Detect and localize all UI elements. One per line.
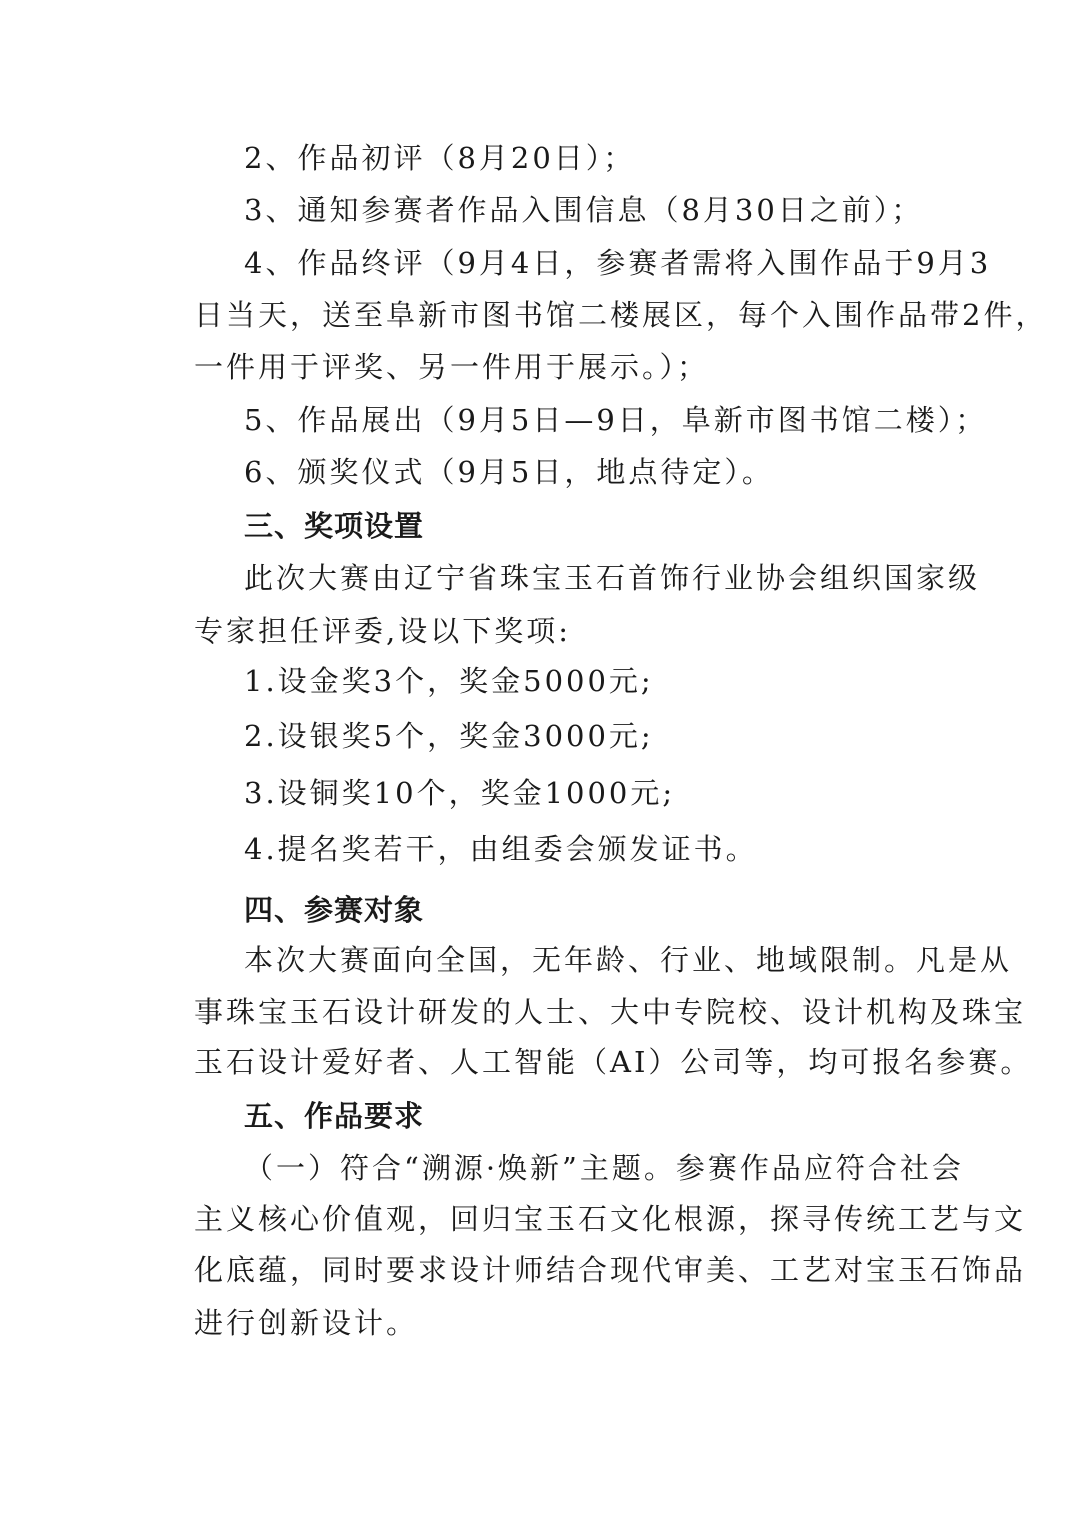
section-5-para-1-line-2: 主义核心价值观，回归宝玉石文化根源，探寻传统工艺与文 <box>194 1202 1027 1236</box>
section-4-heading: 四、参赛对象 <box>244 893 425 927</box>
schedule-item-3: 3、通知参赛者作品入围信息（8月30日之前）； <box>244 193 924 227</box>
section-5-para-1-line-1: （一）符合“溯源·焕新”主题。参赛作品应符合社会 <box>244 1151 964 1185</box>
award-bronze: 3.设铜奖10个，奖金1000元; <box>244 776 676 810</box>
section-3-heading: 三、奖项设置 <box>244 509 425 543</box>
schedule-item-6: 6、颁奖仪式（9月5日，地点待定）。 <box>244 455 774 489</box>
section-5-para-1-line-4: 进行创新设计。 <box>194 1306 419 1340</box>
section-4-line-2: 事珠宝玉石设计研发的人士、大中专院校、设计机构及珠宝 <box>194 995 1027 1029</box>
schedule-item-5: 5、作品展出（9月5日—9日，阜新市图书馆二楼）； <box>244 403 988 437</box>
award-nomination: 4.提名奖若干，由组委会颁发证书。 <box>244 832 758 866</box>
schedule-item-4-line-2: 日当天，送至阜新市图书馆二楼展区，每个入围作品带2件， <box>194 298 1048 332</box>
schedule-item-2: 2、作品初评（8月20日）； <box>244 141 636 175</box>
schedule-item-4-line-3: 一件用于评奖、另一件用于展示。）； <box>194 350 710 384</box>
section-4-line-1: 本次大赛面向全国，无年龄、行业、地域限制。凡是从 <box>244 943 1013 977</box>
section-4-line-3: 玉石设计爱好者、人工智能（AI）公司等，均可报名参赛。 <box>194 1045 1033 1079</box>
schedule-item-4-line-1: 4、作品终评（9月4日，参赛者需将入围作品于9月3 <box>244 246 992 280</box>
award-silver: 2.设银奖5个，奖金3000元; <box>244 719 654 753</box>
section-5-heading: 五、作品要求 <box>244 1099 425 1133</box>
section-3-intro-line-1: 此次大赛由辽宁省珠宝玉石首饰行业协会组织国家级 <box>244 561 981 595</box>
section-3-intro-line-2: 专家担任评委,设以下奖项: <box>194 614 571 648</box>
section-5-para-1-line-3: 化底蕴，同时要求设计师结合现代审美、工艺对宝玉石饰品 <box>194 1253 1027 1287</box>
award-gold: 1.设金奖3个，奖金5000元; <box>244 664 654 698</box>
